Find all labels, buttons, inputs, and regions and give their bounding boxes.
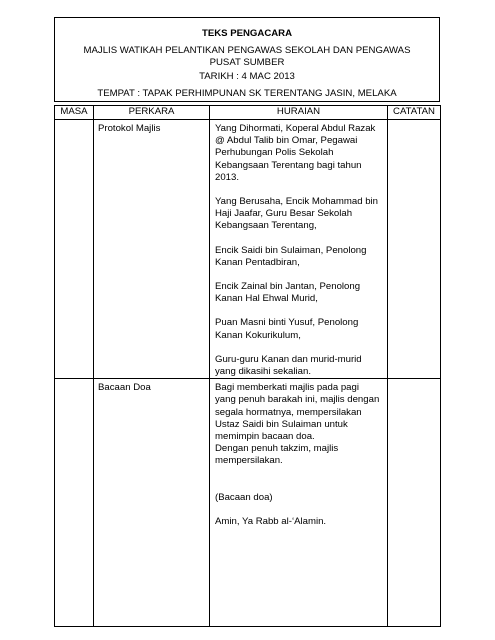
huraian-paragraph: Puan Masni binti Yusuf, Penolong Kanan Kokurikulum,	[215, 317, 359, 341]
table-header-row	[55, 106, 441, 120]
huraian-paragraph: Bagi memberkati majlis pada pagi yang penuh barakah ini, majlis dengan segala hormatnya, mempersilakan Ustaz Saidi bin Sulaiman untuk memimpin bacaan doa.	[215, 382, 380, 443]
catatan-cell	[388, 120, 441, 379]
huraian-paragraph: Guru-guru Kanan dan murid-murid yang dikasihi sekalian.	[215, 353, 362, 378]
masa-cell	[55, 379, 94, 627]
perkara-cell: Bacaan Doa	[94, 379, 210, 627]
huraian-paragraph: Yang Berusaha, Encik Mohammad bin Haji Jaafar, Guru Besar Sekolah Kebangsaan Terentang,	[215, 196, 379, 232]
masa-cell	[55, 120, 94, 379]
catatan-cell	[388, 379, 441, 627]
huraian-paragraph: (Bacaan doa)	[215, 491, 273, 503]
huraian-cell	[210, 379, 388, 627]
event-name: MAJLIS WATIKAH PELANTIKAN PENGAWAS SEKOLAH DAN PENGAWAS PUSAT SUMBER	[83, 45, 411, 68]
huraian-paragraph: Encik Zainal bin Jantan, Penolong Kanan Hal Ehwal Murid,	[215, 281, 361, 305]
huraian-paragraph: Dengan penuh takzim, majlis mempersilakan.	[215, 443, 339, 467]
perkara-cell: Protokol Majlis	[94, 120, 210, 379]
event-date: TARIKH : 4 MAC 2013	[199, 71, 295, 82]
program-table	[54, 105, 441, 627]
huraian-paragraph: Yang Dihormati, Koperal Abdul Razak @ Abdul Talib bin Omar, Pegawai Perhubungan Polis Sekolah Kebangsaan Terentang bagi tahun 2013.	[215, 123, 376, 183]
event-venue: TEMPAT : TAPAK PERHIMPUNAN SK TERENTANG JASIN, MELAKA	[97, 88, 397, 99]
huraian-paragraph: Amin, Ya Rabb al-‘Alamin.	[215, 515, 327, 527]
paragraph-spacer	[215, 468, 381, 492]
table-row	[55, 379, 441, 627]
column-header-masa: MASA	[55, 106, 94, 120]
column-header-huraian: HURAIAN	[210, 106, 388, 120]
column-header-perkara: PERKARA	[94, 106, 210, 120]
huraian-cell	[210, 120, 388, 379]
document-header	[54, 17, 440, 102]
table-row	[55, 120, 441, 379]
document-title: TEKS PENGACARA	[201, 28, 293, 39]
huraian-paragraph: Encik Saidi bin Sulaiman, Penolong Kanan Pentadbiran,	[215, 244, 367, 268]
column-header-catatan: CATATAN	[388, 106, 441, 120]
